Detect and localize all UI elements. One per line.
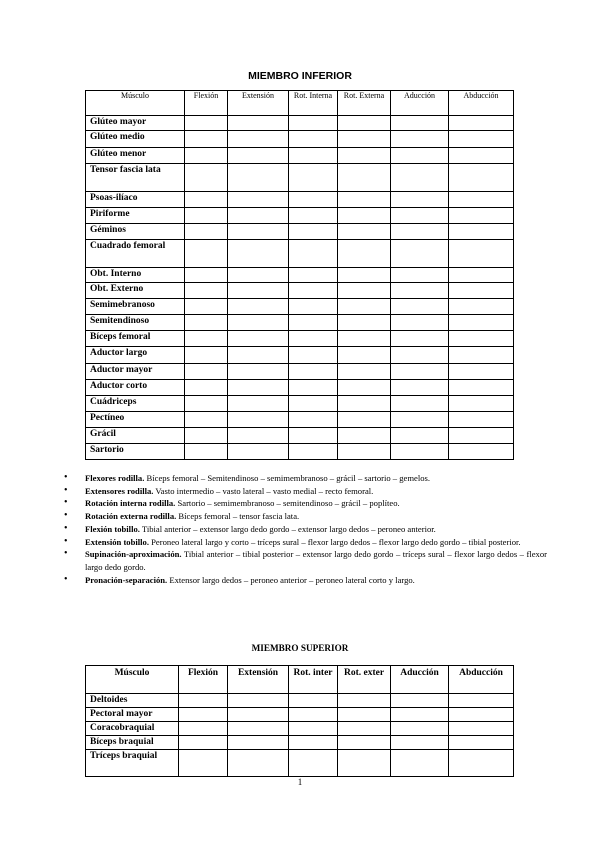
muscle-name-cell: Coracobraquial bbox=[86, 722, 179, 736]
table-row bbox=[86, 444, 514, 460]
empty-cell bbox=[449, 240, 514, 268]
list-item-text: Bíceps femoral – Semitendinoso – semimembranoso – grácil – sartorio – gemelos. bbox=[144, 473, 431, 483]
empty-cell bbox=[449, 208, 514, 224]
empty-cell bbox=[228, 750, 289, 777]
muscle-name-cell: Aductor largo bbox=[86, 347, 185, 364]
muscle-name-cell: Pectoral mayor bbox=[86, 708, 179, 722]
table-row bbox=[86, 694, 514, 708]
empty-cell bbox=[289, 412, 338, 428]
section-title-lower-limb: MIEMBRO INFERIOR bbox=[248, 70, 352, 82]
list-item-text: Tibial anterior – extensor largo dedo gordo – extensor largo dedos – peroneo anterior. bbox=[139, 523, 436, 534]
empty-cell bbox=[338, 428, 391, 444]
empty-cell bbox=[228, 412, 289, 428]
empty-cell bbox=[228, 164, 289, 192]
muscle-name-cell: Aductor corto bbox=[86, 380, 185, 396]
empty-cell bbox=[185, 240, 228, 268]
list-item-text: Peroneo lateral largo y corto – tríceps sural – flexor largo dedos – flexor largo dedo gordo – tibial posterior. bbox=[149, 536, 521, 547]
upper-limb-table bbox=[85, 665, 514, 777]
empty-cell bbox=[228, 347, 289, 364]
empty-cell bbox=[228, 208, 289, 224]
table-row bbox=[86, 364, 514, 380]
empty-cell bbox=[289, 192, 338, 208]
empty-cell bbox=[228, 224, 289, 240]
empty-cell bbox=[338, 444, 391, 460]
empty-cell bbox=[228, 116, 289, 131]
empty-cell bbox=[449, 750, 514, 777]
muscle-name-cell: Cuadrado femoral bbox=[86, 240, 185, 268]
empty-cell bbox=[338, 268, 391, 283]
empty-cell bbox=[449, 396, 514, 412]
table-row bbox=[86, 192, 514, 208]
empty-cell bbox=[338, 364, 391, 380]
empty-cell bbox=[338, 380, 391, 396]
empty-cell bbox=[391, 268, 449, 283]
list-item-text: Sartorio – semimembranoso – semitendinoso – grácil – poplíteo. bbox=[175, 498, 400, 509]
muscle-name-cell: Glúteo menor bbox=[86, 148, 185, 164]
column-header: Rot. Interna bbox=[289, 91, 338, 116]
list-item-text: Extensor largo dedos – peroneo anterior – peroneo lateral corto y largo. bbox=[167, 574, 415, 585]
empty-cell bbox=[228, 148, 289, 164]
empty-cell bbox=[391, 131, 449, 148]
empty-cell bbox=[289, 444, 338, 460]
muscle-name-cell: Sartorio bbox=[86, 444, 185, 460]
muscle-name-cell: Grácil bbox=[86, 428, 185, 444]
empty-cell bbox=[449, 347, 514, 364]
empty-cell bbox=[391, 224, 449, 240]
empty-cell bbox=[185, 224, 228, 240]
empty-cell bbox=[228, 396, 289, 412]
empty-cell bbox=[185, 412, 228, 428]
empty-cell bbox=[449, 224, 514, 240]
muscle-name-cell: Semitendinoso bbox=[86, 315, 185, 331]
empty-cell bbox=[338, 116, 391, 131]
table-row bbox=[86, 428, 514, 444]
empty-cell bbox=[228, 192, 289, 208]
muscle-name-cell: Piriforme bbox=[86, 208, 185, 224]
empty-cell bbox=[449, 444, 514, 460]
empty-cell bbox=[228, 364, 289, 380]
empty-cell bbox=[289, 299, 338, 315]
table-row bbox=[86, 722, 514, 736]
empty-cell bbox=[338, 722, 391, 736]
empty-cell bbox=[338, 224, 391, 240]
empty-cell bbox=[289, 283, 338, 299]
table-row bbox=[86, 240, 514, 268]
list-item-label: Rotación interna rodilla. bbox=[85, 498, 176, 509]
empty-cell bbox=[449, 148, 514, 164]
list-item-label: Supinación-aproximación. bbox=[85, 549, 182, 560]
empty-cell bbox=[449, 299, 514, 315]
empty-cell bbox=[185, 116, 228, 131]
empty-cell bbox=[338, 208, 391, 224]
empty-cell bbox=[185, 268, 228, 283]
empty-cell bbox=[391, 694, 449, 708]
empty-cell bbox=[449, 694, 514, 708]
list-item bbox=[62, 574, 547, 587]
empty-cell bbox=[228, 444, 289, 460]
empty-cell bbox=[289, 750, 338, 777]
lower-limb-table bbox=[85, 90, 514, 460]
table-row bbox=[86, 750, 514, 777]
table-row bbox=[86, 396, 514, 412]
column-header: Extensión bbox=[228, 666, 289, 694]
table-row bbox=[86, 299, 514, 315]
empty-cell bbox=[449, 164, 514, 192]
column-header: Rot. exter bbox=[338, 666, 391, 694]
empty-cell bbox=[289, 164, 338, 192]
list-item bbox=[62, 536, 547, 549]
empty-cell bbox=[228, 131, 289, 148]
empty-cell bbox=[228, 268, 289, 283]
empty-cell bbox=[449, 331, 514, 347]
empty-cell bbox=[391, 750, 449, 777]
empty-cell bbox=[289, 268, 338, 283]
table-row bbox=[86, 283, 514, 299]
muscle-name-cell: Psoas-ilíaco bbox=[86, 192, 185, 208]
empty-cell bbox=[449, 412, 514, 428]
table-header-row bbox=[86, 91, 514, 116]
column-header: Aducción bbox=[391, 666, 449, 694]
muscle-name-cell: Glúteo mayor bbox=[86, 116, 185, 131]
empty-cell bbox=[391, 380, 449, 396]
empty-cell bbox=[449, 283, 514, 299]
empty-cell bbox=[289, 240, 338, 268]
table-row bbox=[86, 331, 514, 347]
empty-cell bbox=[449, 708, 514, 722]
empty-cell bbox=[449, 268, 514, 283]
muscle-name-cell: Obt. Externo bbox=[86, 283, 185, 299]
empty-cell bbox=[289, 364, 338, 380]
muscle-name-cell: Cuádriceps bbox=[86, 396, 185, 412]
section-title-upper-limb: MIEMBRO SUPERIOR bbox=[251, 643, 349, 653]
list-item-label: Rotación externa rodilla. bbox=[85, 511, 177, 522]
empty-cell bbox=[228, 299, 289, 315]
list-item bbox=[62, 485, 547, 498]
empty-cell bbox=[338, 148, 391, 164]
empty-cell bbox=[391, 428, 449, 444]
empty-cell bbox=[289, 208, 338, 224]
empty-cell bbox=[391, 315, 449, 331]
empty-cell bbox=[338, 240, 391, 268]
empty-cell bbox=[289, 131, 338, 148]
empty-cell bbox=[185, 364, 228, 380]
column-header: Rot. inter bbox=[289, 666, 338, 694]
table-row bbox=[86, 208, 514, 224]
table-row bbox=[86, 315, 514, 331]
table-row bbox=[86, 116, 514, 131]
empty-cell bbox=[391, 708, 449, 722]
list-item bbox=[62, 523, 547, 536]
empty-cell bbox=[338, 299, 391, 315]
empty-cell bbox=[391, 192, 449, 208]
empty-cell bbox=[289, 380, 338, 396]
empty-cell bbox=[391, 736, 449, 750]
empty-cell bbox=[338, 131, 391, 148]
muscle-name-cell: Aductor mayor bbox=[86, 364, 185, 380]
empty-cell bbox=[391, 283, 449, 299]
column-header: Abducción bbox=[449, 91, 514, 116]
list-item bbox=[62, 472, 547, 485]
empty-cell bbox=[228, 694, 289, 708]
empty-cell bbox=[449, 380, 514, 396]
empty-cell bbox=[228, 736, 289, 750]
empty-cell bbox=[391, 331, 449, 347]
muscle-name-cell: Semimebranoso bbox=[86, 299, 185, 315]
column-header: Rot. Externa bbox=[338, 91, 391, 116]
empty-cell bbox=[179, 750, 228, 777]
empty-cell bbox=[185, 131, 228, 148]
empty-cell bbox=[228, 283, 289, 299]
empty-cell bbox=[185, 331, 228, 347]
column-header: Aducción bbox=[391, 91, 449, 116]
table-row bbox=[86, 708, 514, 722]
empty-cell bbox=[185, 299, 228, 315]
empty-cell bbox=[338, 331, 391, 347]
muscle-name-cell: Tensor fascia lata bbox=[86, 164, 185, 192]
list-item bbox=[62, 497, 547, 510]
empty-cell bbox=[289, 694, 338, 708]
list-item-text: Tibial anterior – tibial posterior – extensor largo dedo gordo – tríceps sural – flexor largo dedos – flexor largo dedo gordo. bbox=[85, 549, 547, 572]
column-header: Músculo bbox=[86, 91, 185, 116]
table-row bbox=[86, 412, 514, 428]
empty-cell bbox=[179, 708, 228, 722]
list-item-label: Pronación-separación. bbox=[85, 574, 168, 585]
empty-cell bbox=[185, 164, 228, 192]
empty-cell bbox=[289, 428, 338, 444]
list-item-label: Flexión tobillo. bbox=[85, 523, 140, 534]
table-row bbox=[86, 268, 514, 283]
empty-cell bbox=[391, 208, 449, 224]
list-item-text: Bíceps femoral – tensor fascia lata. bbox=[176, 511, 300, 522]
muscle-name-cell: Bíceps braquial bbox=[86, 736, 179, 750]
empty-cell bbox=[289, 396, 338, 412]
empty-cell bbox=[185, 396, 228, 412]
table-row bbox=[86, 736, 514, 750]
list-item-label: Flexores rodilla. bbox=[85, 473, 145, 483]
empty-cell bbox=[449, 722, 514, 736]
table-row bbox=[86, 347, 514, 364]
empty-cell bbox=[228, 708, 289, 722]
muscle-name-cell: Pectíneo bbox=[86, 412, 185, 428]
column-header: Flexión bbox=[179, 666, 228, 694]
empty-cell bbox=[338, 736, 391, 750]
column-header: Flexión bbox=[185, 91, 228, 116]
list-item bbox=[62, 548, 547, 573]
list-item-label: Extensores rodilla. bbox=[85, 485, 154, 496]
empty-cell bbox=[338, 347, 391, 364]
empty-cell bbox=[185, 148, 228, 164]
muscle-name-cell: Tríceps braquial bbox=[86, 750, 179, 777]
empty-cell bbox=[391, 148, 449, 164]
empty-cell bbox=[391, 347, 449, 364]
empty-cell bbox=[391, 722, 449, 736]
table-row bbox=[86, 380, 514, 396]
empty-cell bbox=[338, 396, 391, 412]
empty-cell bbox=[338, 315, 391, 331]
empty-cell bbox=[185, 208, 228, 224]
empty-cell bbox=[185, 380, 228, 396]
empty-cell bbox=[338, 164, 391, 192]
table-row bbox=[86, 148, 514, 164]
empty-cell bbox=[185, 192, 228, 208]
empty-cell bbox=[449, 364, 514, 380]
empty-cell bbox=[228, 722, 289, 736]
column-header: Extensión bbox=[228, 91, 289, 116]
empty-cell bbox=[391, 164, 449, 192]
table-header-row bbox=[86, 666, 514, 694]
empty-cell bbox=[391, 116, 449, 131]
empty-cell bbox=[289, 331, 338, 347]
empty-cell bbox=[228, 380, 289, 396]
muscle-name-cell: Deltoides bbox=[86, 694, 179, 708]
empty-cell bbox=[289, 722, 338, 736]
empty-cell bbox=[391, 412, 449, 428]
muscle-name-cell: Glúteo medio bbox=[86, 131, 185, 148]
list-item bbox=[62, 510, 547, 523]
empty-cell bbox=[391, 364, 449, 380]
empty-cell bbox=[449, 116, 514, 131]
empty-cell bbox=[185, 315, 228, 331]
muscle-groups-list bbox=[62, 472, 547, 586]
empty-cell bbox=[185, 347, 228, 364]
empty-cell bbox=[179, 736, 228, 750]
empty-cell bbox=[289, 116, 338, 131]
muscle-name-cell: Géminos bbox=[86, 224, 185, 240]
empty-cell bbox=[391, 396, 449, 412]
column-header: Músculo bbox=[86, 666, 179, 694]
empty-cell bbox=[185, 283, 228, 299]
empty-cell bbox=[449, 736, 514, 750]
empty-cell bbox=[338, 750, 391, 777]
empty-cell bbox=[228, 240, 289, 268]
empty-cell bbox=[449, 192, 514, 208]
empty-cell bbox=[185, 444, 228, 460]
empty-cell bbox=[391, 240, 449, 268]
empty-cell bbox=[289, 347, 338, 364]
page-number: 1 bbox=[297, 777, 303, 787]
column-header: Abducción bbox=[449, 666, 514, 694]
table-row bbox=[86, 224, 514, 240]
muscle-name-cell: Obt. Interno bbox=[86, 268, 185, 283]
empty-cell bbox=[228, 331, 289, 347]
empty-cell bbox=[289, 708, 338, 722]
empty-cell bbox=[338, 694, 391, 708]
empty-cell bbox=[449, 131, 514, 148]
empty-cell bbox=[338, 708, 391, 722]
empty-cell bbox=[391, 444, 449, 460]
list-item-text: Vasto intermedio – vasto lateral – vasto medial – recto femoral. bbox=[153, 485, 374, 496]
muscle-name-cell: Bíceps femoral bbox=[86, 331, 185, 347]
empty-cell bbox=[179, 694, 228, 708]
list-item-label: Extensión tobillo. bbox=[85, 536, 149, 547]
table-row bbox=[86, 164, 514, 192]
empty-cell bbox=[228, 428, 289, 444]
empty-cell bbox=[338, 283, 391, 299]
empty-cell bbox=[289, 148, 338, 164]
empty-cell bbox=[391, 299, 449, 315]
empty-cell bbox=[228, 315, 289, 331]
empty-cell bbox=[338, 192, 391, 208]
table-row bbox=[86, 131, 514, 148]
empty-cell bbox=[289, 224, 338, 240]
empty-cell bbox=[289, 315, 338, 331]
empty-cell bbox=[289, 736, 338, 750]
empty-cell bbox=[179, 722, 228, 736]
empty-cell bbox=[185, 428, 228, 444]
empty-cell bbox=[449, 315, 514, 331]
empty-cell bbox=[338, 412, 391, 428]
empty-cell bbox=[449, 428, 514, 444]
